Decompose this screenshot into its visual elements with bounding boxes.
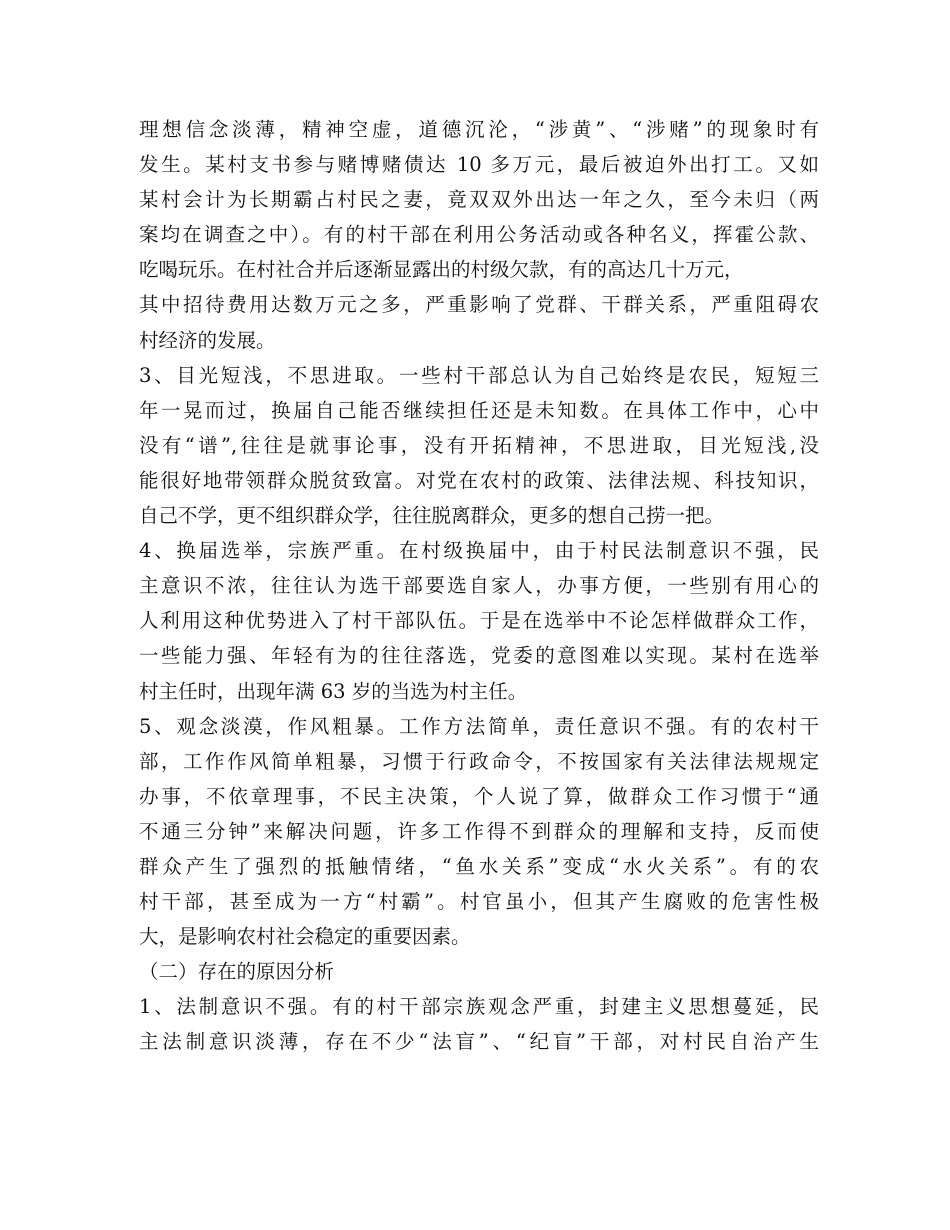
text-line: 自己不学，更不组织群众学，往往脱离群众，更多的想自己捞一把。 xyxy=(139,504,725,528)
text-line: 部，工作作风简单粗暴，习惯于行政命令，不按国家有关法律法规规定 xyxy=(139,749,819,773)
text-line: 办事，不依章理事，不民主决策，个人说了算，做群众工作习惯于“通 xyxy=(139,784,819,808)
text-line: 不通三分钟”来解决问题，许多工作得不到群众的理解和支持，反而使 xyxy=(139,819,819,843)
text-line: 能很好地带领群众脱贫致富。对党在农村的政策、法律法规、科技知识， xyxy=(139,468,819,492)
document-page xyxy=(139,112,819,1060)
text-line: 5、观念淡漠，作风粗暴。工作方法简单，责任意识不强。有的农村干 xyxy=(139,714,819,738)
text-line: 人利用这种优势进入了村干部队伍。于是在选举中不论怎样做群众工作， xyxy=(139,609,819,633)
text-line: 村干部，甚至成为一方“村霸”。村官虽小，但其产生腐败的危害性极 xyxy=(139,890,819,914)
text-line: 案均在调查之中）。有的村干部在利用公务活动或各种名义，挥霍公款、 xyxy=(139,223,819,247)
text-line: 一些能力强、年轻有为的往往落选，党委的意图难以实现。某村在选举 xyxy=(139,644,819,668)
text-line: 发生。某村支书参与赌博赌债达 10 多万元，最后被迫外出打工。又如 xyxy=(139,153,819,177)
text-line: （二）存在的原因分析 xyxy=(139,960,335,984)
text-line: 3、目光短浅，不思进取。一些村干部总认为自己始终是农民，短短三 xyxy=(139,363,819,387)
text-line: 群众产生了强烈的抵触情绪，“鱼水关系”变成“水火关系”。有的农 xyxy=(139,854,819,878)
text-line: 年一晃而过，换届自己能否继续担任还是未知数。在具体工作中，心中 xyxy=(139,398,819,422)
text-line: 主意识不浓，往往认为选干部要选自家人，办事方便，一些别有用心的 xyxy=(139,574,819,598)
text-line: 村经济的发展。 xyxy=(139,328,276,352)
text-line: 村主任时，出现年满 63 岁的当选为村主任。 xyxy=(139,679,528,703)
text-line: 没有“谱”,往往是就事论事，没有开拓精神，不思进取，目光短浅,没 xyxy=(139,433,819,457)
text-line: 主法制意识淡薄，存在不少“法盲”、“纪盲”干部，对村民自治产生 xyxy=(139,1030,819,1054)
text-line: 某村会计为长期霸占村民之妻，竟双双外出达一年之久，至今未归（两 xyxy=(139,188,819,212)
text-line: 理想信念淡薄，精神空虚，道德沉沦，“涉黄”、“涉赌”的现象时有 xyxy=(139,118,819,141)
text-line: 大，是影响农村社会稳定的重要因素。 xyxy=(139,925,471,949)
text-line: 4、换届选举，宗族严重。在村级换届中，由于村民法制意识不强，民 xyxy=(139,539,819,563)
text-line: 其中招待费用达数万元之多，严重影响了党群、干群关系，严重阻碍农 xyxy=(139,293,819,317)
text-line: 1、法制意识不强。有的村干部宗族观念严重，封建主义思想蔓延，民 xyxy=(139,995,819,1019)
text-line: 吃喝玩乐。在村社合并后逐渐显露出的村级欠款，有的高达几十万元， xyxy=(139,258,744,282)
